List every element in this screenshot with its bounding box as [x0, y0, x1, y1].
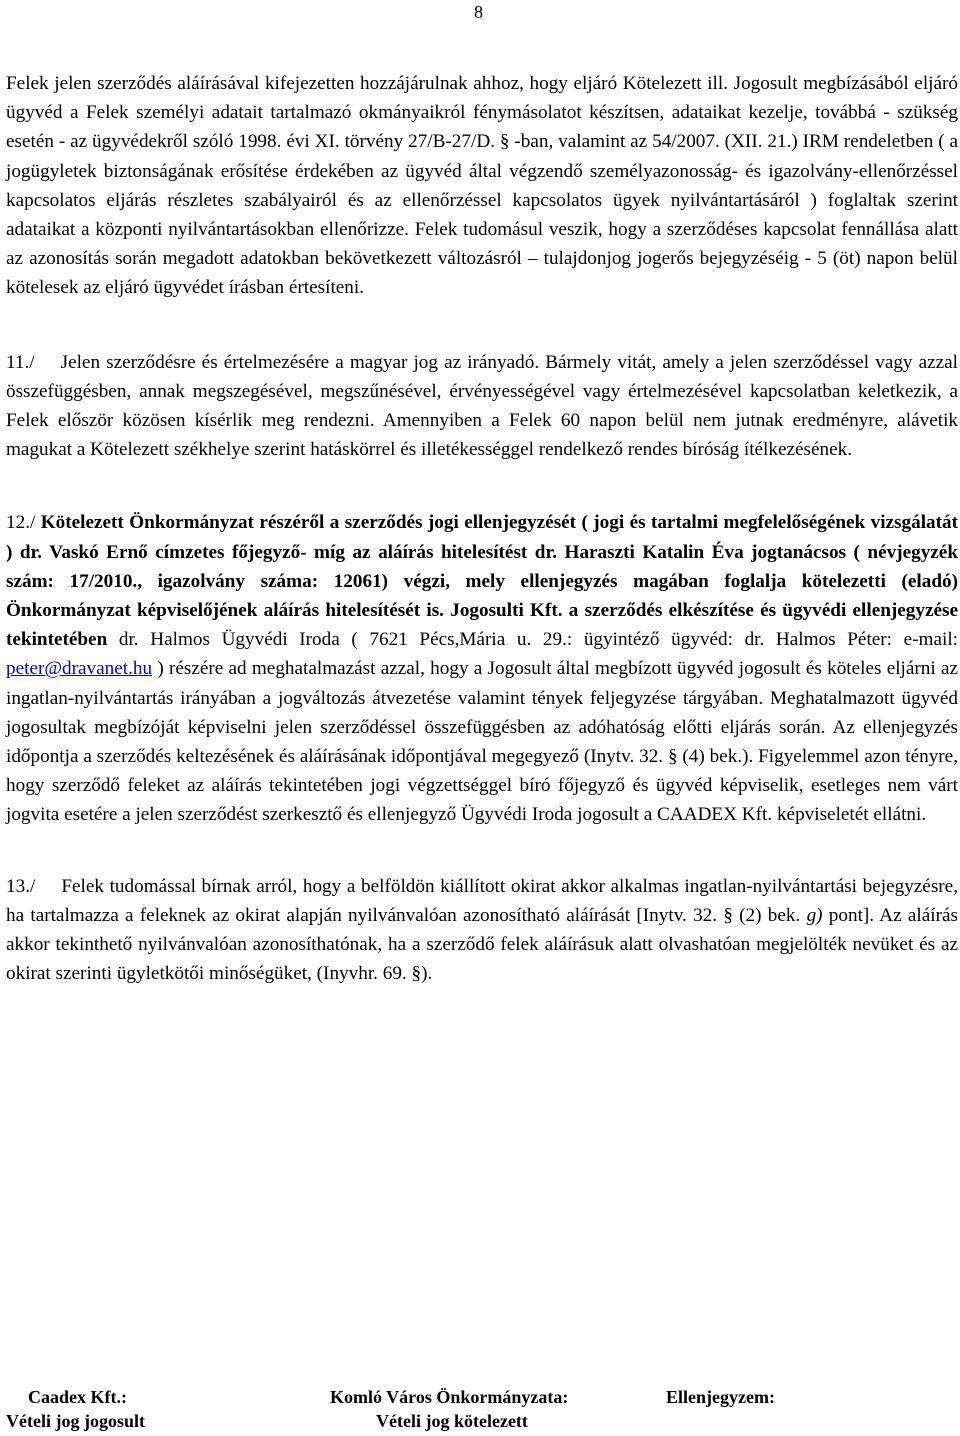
section-12 [6, 508, 958, 829]
footer-countersign [666, 1385, 775, 1409]
document-body [6, 69, 958, 988]
section-12-bold-3: végzi, mely ellenjegyzés magában foglalja kötelezetti (eladó) Önkormányzat képviselőjének aláírás hitelesítését is. Jogosulti Kft. a szerződés elkészítése és ügyvédi ellenjegyzése tekintetében [6, 570, 958, 651]
footer-party-name: Komló Város Önkormányzata: [330, 1387, 569, 1407]
section-number: 12./ [6, 512, 36, 534]
footer-party-role: Vételi jog kötelezett [376, 1411, 528, 1431]
footer-party-obligor [330, 1385, 568, 1433]
footer-party-name: Caadex Kft.: [28, 1387, 127, 1407]
section-12-bold-1: Kötelezett Önkormányzat részéről a szerződés jogi ellenjegyzését ( jogi és tartalmi megfelelőségének vizsgálatát ) dr. Vaskó Ernő címzetes főjegyző- míg az aláírás hitelesítést dr. Haraszti Katalin Éva jogtanácsos ( névjegyzék szám: 17/2010. [6, 512, 958, 592]
section-11 [6, 348, 958, 465]
section-13-text-2: pont]. Az aláírás akkor tekinthető nyilvánvalóan azonosíthatónak, ha a szerződő felek aláírásuk alatt olvashatóan megjelölték nevüket és az okirat szerinti ügyletkötői minőségüket, (Inyvhr. 69. §). [6, 904, 958, 985]
section-number: 11./ [6, 351, 35, 373]
page-number: 8 [474, 2, 483, 22]
section-12-text-1: dr. Halmos Ügyvédi Iroda ( 7621 Pécs,Mária u. 29.: ügyintéző ügyvéd: dr. Halmos Péter: e-mail: [107, 629, 958, 651]
section-12-text-2: ) részére ad meghatalmazást azzal, hogy a Jogosult által megbízott ügyvéd jogosult és köteles eljárni az ingatlan-nyilvántartás irányában a jogváltozás átvezetése valamint tények feljegyzése tárgyában. Meghatalmazott ügyvéd jogosultak megbízóját képviselni jelen szerződéssel összefüggésben az adóhatóság előtti eljárás során. Az ellenjegyzés időpontja a szerződés keltezésének és aláírásának időpontjával megegyező (Inytv. 32. § (4) bek.). Figyelemmel azon tényre, hogy szerződő feleket az aláírás tekintetében jogi végzettséggel bíró főjegyző és ügyvéd képviselik, esetleges nem várt jogvita esetére a jelen szerződést szerkesztő és ellenjegyző Ügyvédi Iroda jogosult a CAADEX Kft. képviseletét ellátni. [6, 658, 958, 826]
section-13 [6, 872, 958, 989]
section-11-text: Jelen szerződésre és értelmezésére a magyar jog az irányadó. Bármely vitát, amely a jelen szerződéssel vagy azzal összefüggésben, annak megszegésével, megszűnésével, érvényességével vagy értelmezésével kapcsolatban keletkezik, a Felek először közösen kísérlik meg rendezni. Amennyiben a Felek 60 napon belül nem jutnak eredményre, alávetik magukat a Kötelezett székhelye szerint hatáskörrel és illetékességgel rendelkező rendes bíróság ítélkezésének. [6, 351, 958, 461]
email-link[interactable]: peter@dravanet.hu [6, 658, 153, 680]
footer-countersign-label: Ellenjegyzem: [666, 1387, 775, 1407]
section-12-bold-2: , igazolvány száma: 12061) [137, 570, 389, 592]
paragraph-consent: Felek jelen szerződés aláírásával kifejezetten hozzájárulnak ahhoz, hogy eljáró Kötelezett ill. Jogosult megbízásából eljáró ügyvéd a Felek személyi adatait tartalmazó okmányaikról fénymásolatot készítsen, adataikat kezelje, továbbá - szükség esetén - az ügyvédekről szóló 1998. évi XI. törvény 27/B-27/D. § -ban, valamint az 54/2007. (XII. 21.) IRM rendeletben ( a jogügyletek biztonságának erősítése érdekében az ügyvéd által végzendő személyazonosság- és igazolvány-ellenőrzéssel kapcsolatos eljárás részletes szabályairól és az ellenőrzéssel kapcsolatos ügyek nyilvántartásáról ) foglaltak szerint adataikat a központi nyilvántartásokban ellenőrizze. Felek tudomásul veszik, hogy a szerződéses kapcsolat fennállása alatt az azonosítás során megadott adatokban bekövetkezett változásról – tulajdonjog jogerős bejegyzéséig - 5 (öt) napon belül kötelesek az eljáró ügyvédet írásban értesíteni. [6, 73, 958, 299]
section-13-italic: g) [806, 904, 823, 926]
footer-party-beneficiary [6, 1385, 145, 1433]
footer-party-role: Vételi jog jogosult [6, 1411, 145, 1431]
signature-footer [6, 1385, 958, 1435]
section-number: 13./ [6, 875, 36, 897]
section-13-text-1: Felek tudomással bírnak arról, hogy a belföldön kiállított okirat akkor alkalmas ingatlan-nyilvántartási bejegyzésre, ha tartalmazza a feleknek az okirat alapján nyilvánvalóan azonosítható aláírását [Inytv. 32. § (2) bek. [6, 875, 958, 926]
